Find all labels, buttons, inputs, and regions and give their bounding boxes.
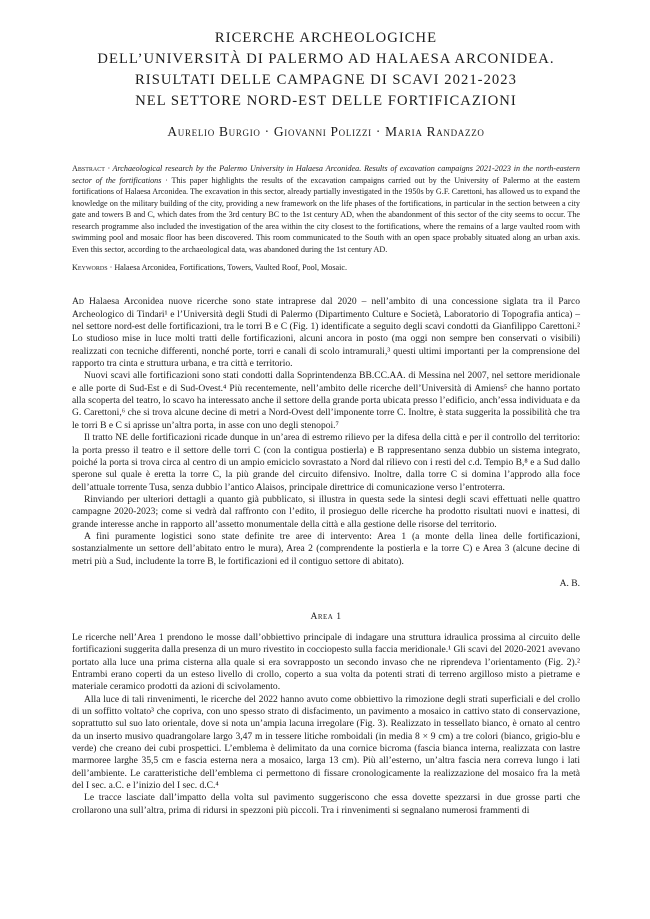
author-initials: A. B. <box>559 577 580 589</box>
abstract-english-title: · Archaeological research by the Palermo University in Halaesa Arconidea. Results of excavation campaigns 2021-2023 in the north-eastern sector of the fortifications <box>72 164 580 185</box>
keywords-text: · Halaesa Arconidea, Fortifications, Towers, Vaulted Roof, Pool, Mosaic. <box>107 263 347 273</box>
title-line: DELL’UNIVERSITÀ DI PALERMO AD HALAESA ARCONIDEA. <box>97 51 555 67</box>
section-body <box>72 632 580 817</box>
section-heading: Area 1 <box>310 610 342 622</box>
keywords <box>72 263 580 272</box>
body-paragraph: A fini puramente logistici sono state definite tre aree di intervento: Area 1 (a monte della linea delle fortificazioni, sostanzialmente un settore dell’abitato entro le mura), Area 2 (comprendente la postierla e la torre C) e Area 3 (alcune decine di metri più a Sud, includente la torre B, le fortificazioni ed il contiguo settore di abitato). <box>72 530 580 567</box>
title-line: RICERCHE ARCHEOLOGICHE <box>214 30 438 46</box>
keywords-label: Keywords <box>72 263 108 273</box>
title-line: NEL SETTORE NORD-EST DELLE FORTIFICAZIONI <box>135 93 517 109</box>
author-list: Aurelio Burgio · Giovanni Polizzi · Maria Randazzo <box>167 124 485 139</box>
title-line: RISULTATI DELLE CAMPAGNE DI SCAVI 2021-2023 <box>135 72 517 88</box>
abstract <box>72 163 580 255</box>
abstract-label: Abstract <box>72 164 105 173</box>
article-page <box>72 28 580 817</box>
body-paragraph: Le tracce lasciate dall’impatto della volta sul pavimento suggeriscono che essa dovette spezzarsi in due grosse parti che crollarono una sull’altra, prima di ridursi in spezzoni più piccoli. Tra i rinvenimenti si segnalano numerosi frammenti di <box>72 792 580 816</box>
paragraph-text: Halaesa Arconidea nuove ricerche sono state intraprese dal 2020 – nell’ambito di una concessione siglata tra il Parco Archeologico di Tindari¹ e l’Università degli Studi di Palermo (Dipartimento Culture e Società, Laboratorio di Topografia antica) – nel settore nord-est delle fortificazioni, tra le torri B e C (Fig. 1) identificate a seguito degli scavi condotti da Gianfilippo Carettoni.² Lo studioso mise in luce molti tratti delle fortificazioni, alcuni ancora in posto (ma oggi non sempre ben conservati o visibili) realizzati con tecniche differenti, nonché porte, torri e canali di scolo intramurali,³ questi ultimi importanti per la comprensione del rapporto tra cinta e struttura urbana, e tra città e territorio. <box>72 296 580 370</box>
article-title <box>72 28 580 112</box>
abstract-text: · This paper highlights the results of the excavation campaigns carried out by the University of Palermo at the eastern fortifications of Halaesa Arconidea. The excavation in this sector, already partially investigated in the 1950s by G.F. Carettoni, has allowed us to expand the knowledge on the military building of the city, providing a new framework on the life phases of the fortifications, in particular in the section between a city gate and towers B and C, which dates from the 3rd century BC to the 1st century AD, when the abandonment of this sector of the city seems to occur. The research programme also included the investigation of the area within the city closest to the fortifications, where the remains of a large vaulted room with swimming pool and mosaic floor has been discovered. This room communicated to the South with an open space probably situated along an urban axis. Even this sector, according to the archaeological data, was abandoned during the 1st century AD. <box>72 175 580 254</box>
article-body <box>72 296 580 568</box>
body-paragraph: Rinviando per ulteriori dettagli a quanto già pubblicato, si illustra in questa sede la sintesi degli scavi effettuati nelle quattro campagne 2020-2023; come si vedrà dal raffronto con l’edito, il prosieguo delle ricerche ha prodotto risultati nuovi e inattesi, di grande interesse anche in rapporto all’assetto monumentale della città e alla gestione delle risorse del territorio. <box>72 493 580 530</box>
drop-cap: Ad <box>72 296 84 308</box>
body-paragraph: Il tratto NE delle fortificazioni ricade dunque in un’area di estremo rilievo per la difesa della città e per il controllo del territorio: la porta presso il teatro e il settore delle torri C (con la contigua postierla) e B rappresentano senza dubbio un sistema integrato, poiché la porta si trova circa al centro di un ampio emiciclo sovrastato a Nord dal rilievo con i resti del c.d. Tempio B,⁸ e a Sud dallo sperone sul quale è eretta la torre C, la più grande del circuito difensivo. Inoltre, dalla torre C si domina l’approdo alla foce dell’attuale torrente Tusa, senza dubbio l’antico Alaisos, principale direttrice di comunicazione verso l’entroterra. <box>72 432 580 493</box>
body-paragraph: Alla luce di tali rinvenimenti, le ricerche del 2022 hanno avuto come obbiettivo la rimozione degli strati superficiali e del crollo di un soffitto voltato³ che copriva, con uno spesso strato di disfacimento, un pavimento a mosaico in cattivo stato di conservazione, soprattutto sul suo lato orientale, dove si nota un’ampia lacuna irregolare (Fig. 3). Realizzato in tessellato bianco, è ornato al centro da un inserto musivo quadrangolare largo 3,47 m in tessere litiche romboidali (in media 8 × 9 cm) a tre colori (bianco, grigio-blu e verde) che creano dei cubi prospettici. L’emblema è delimitato da una cornice bicroma (fascia bianca interna, realizzata con lastre marmoree larghe 35,5 cm e fascia esterna nera a mosaico, larga 13 cm). Più all’esterno, un’altra fascia nera correva lungo i lati dell’ambiente. Le caratteristiche dell’emblema ci permettono di fissare cronologicamente la realizzazione del mosaico fra la metà del I sec. a.C. e l’inizio del I sec. d.C.⁴ <box>72 693 580 792</box>
body-paragraph <box>72 296 580 370</box>
body-paragraph: Nuovi scavi alle fortificazioni sono stati condotti dalla Soprintendenza BB.CC.AA. di Messina nel 2007, nel settore meridionale e alle porte di Sud-Est e di Sud-Ovest.⁴ Più recentemente, nell’ambito delle ricerche dell’Università di Amiens⁵ che hanno portato alla scoperta del teatro, lo scavo ha interessato anche il settore della grande porta ubicata presso l’edificio, anch’essa individuata e da G. Carettoni,⁶ che si trova alcune decine di metri a Nord-Ovest dell’imponente torre C. Inoltre, è stata suggerita la possibilità che tra le torri B e C si aprisse un’altra porta, in asse con uno degli stenopoi.⁷ <box>72 370 580 431</box>
body-paragraph: Le ricerche nell’Area 1 prendono le mosse dall’obbiettivo principale di indagare una struttura idraulica prossima al circuito delle fortificazioni suggerita dalla presenza di un muro rivestito in cocciopesto sulla faccia meridionale.¹ Gli scavi del 2020-2021 avevano portato alla luce una prima cisterna alla quale si era sovrapposto un secondo invaso che ne riprendeva l’orientamento (Fig. 2).² Entrambi erano coperti da un esteso livello di crollo, coperto a sua volta da potenti strati di terreno argilloso misto a pietrame e materiale ceramico prodotti da azioni di scivolamento. <box>72 631 580 693</box>
